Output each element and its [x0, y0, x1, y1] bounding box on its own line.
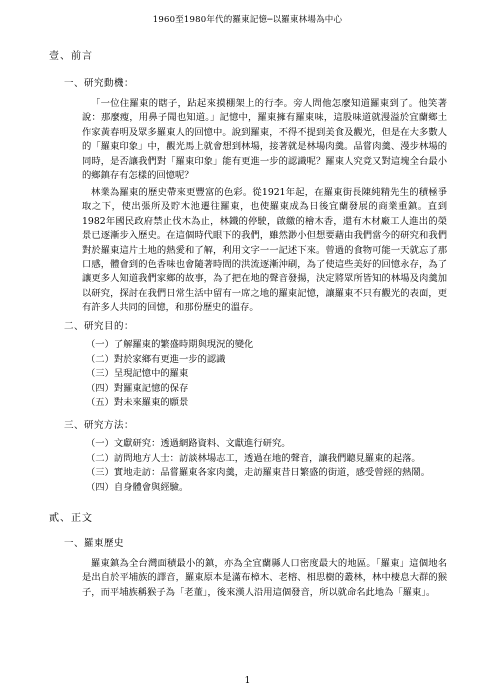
list-item: （一）了解羅東的繁盛時期與現況的變化 [86, 339, 254, 350]
method-list [86, 437, 430, 495]
page-number: 1 [244, 676, 251, 686]
running-header: 1960至1980年代的羅東記憶─以羅東林場為中心 [152, 15, 343, 25]
section-heading-preface: 壹、前言 [49, 51, 93, 62]
list-item: （四）對羅東記憶的保存 [86, 382, 189, 394]
list-item: （一）文獻研究：透過網路資料、文獻進行研究。 [86, 438, 291, 449]
list-item: （二）訪問地方人士：訪談林場志工，透過在地的聲音，讓我們聽見羅東的起落。 [86, 452, 421, 464]
subheading-purpose: 二、研究目的： [64, 321, 135, 332]
purpose-list [86, 338, 253, 411]
motivation-paragraph-1: 「一位住羅東的瞎子，跕起來摸棚架上的行李。旁人問他怎麼知道羅東到了。他笑著說：那麼瘦，用鼻子聞也知道。」記憶中，羅東擁有羅東味，這股味道就漫溢於宜蘭鄉土作家黃春明及眾多羅東人的回憶中。說到羅東，不得不提到美食及觀光，但是在大多數人的「羅東印象」中，觀光馬上就會想到林場，接著就是林場肉羹。品嘗肉羹、漫步林場的同時，是否讓我們對「羅東印象」能有更進一步的認識呢？羅東人究竟又對這塊全台最小的鄉鎮存有怎樣的回憶呢？ [82, 98, 447, 182]
list-item: （二）對於家鄉有更進一步的認識 [86, 353, 226, 365]
subheading-motivation: 一、研究動機： [64, 78, 135, 89]
history-paragraph: 羅東鎮為全台灣面積最小的鎮，亦為全宜蘭縣人口密度最大的地區。「羅東」這個地名是出自於平埔族的譯音，羅東原本是滿布樟木、老榕、相思樹的叢林，林中棲息大群的猴子，而平埔族稱猴子為「老董」，後來漢人沿用這個發音，所以就命名此地為「羅東」。 [82, 558, 447, 598]
subheading-method: 三、研究方法： [64, 420, 135, 431]
motivation-paragraph-2: 林業為羅東的歷史帶來更豐富的色彩。從1921年起，在羅東街長陳純精先生的積極爭取之下，使出張所及貯木池遷往羅東，也使羅東成為日後宜蘭發展的商業重鎮。直到1982年國民政府禁止伐木為止，林鐵的停駛，啟繳的檜木香，還有木材廠工人進出的榮景已逐漸步入歷史。在這個時代眼下的我們，雖然渺小但想要藉由我們當今的研究和我們對於羅東這片土地的熱愛和了解，利用文字一一記述下來。曾過的食物可能一天就忘了那口感，體會到的色香味也會隨著時間的洪流逐漸沖刷，為了使這些美好的回憶永存，為了讓更多人知道我們家鄉的故事，為了把在地的聲音發揚，決定將眾所皆知的林場及肉羹加以研究，探討在我們日常生活中留有一席之地的羅東記憶，讓羅東不只有觀光的表面，更有許多人共同的回憶，和那份歷史的溫存。 [82, 187, 447, 314]
list-item: （三）實地走訪：品嘗羅東各家肉羹，走訪羅東昔日繁盛的街道，感受曾經的熱鬧。 [86, 467, 430, 478]
list-item: （五）對未來羅東的願景 [86, 397, 189, 408]
list-item: （四）自身體會與經驗。 [86, 481, 189, 493]
subheading-history: 一、羅東歷史 [64, 538, 125, 549]
section-heading-main-text: 貳、正文 [49, 513, 93, 524]
list-item: （三）呈現記憶中的羅東 [86, 368, 189, 379]
